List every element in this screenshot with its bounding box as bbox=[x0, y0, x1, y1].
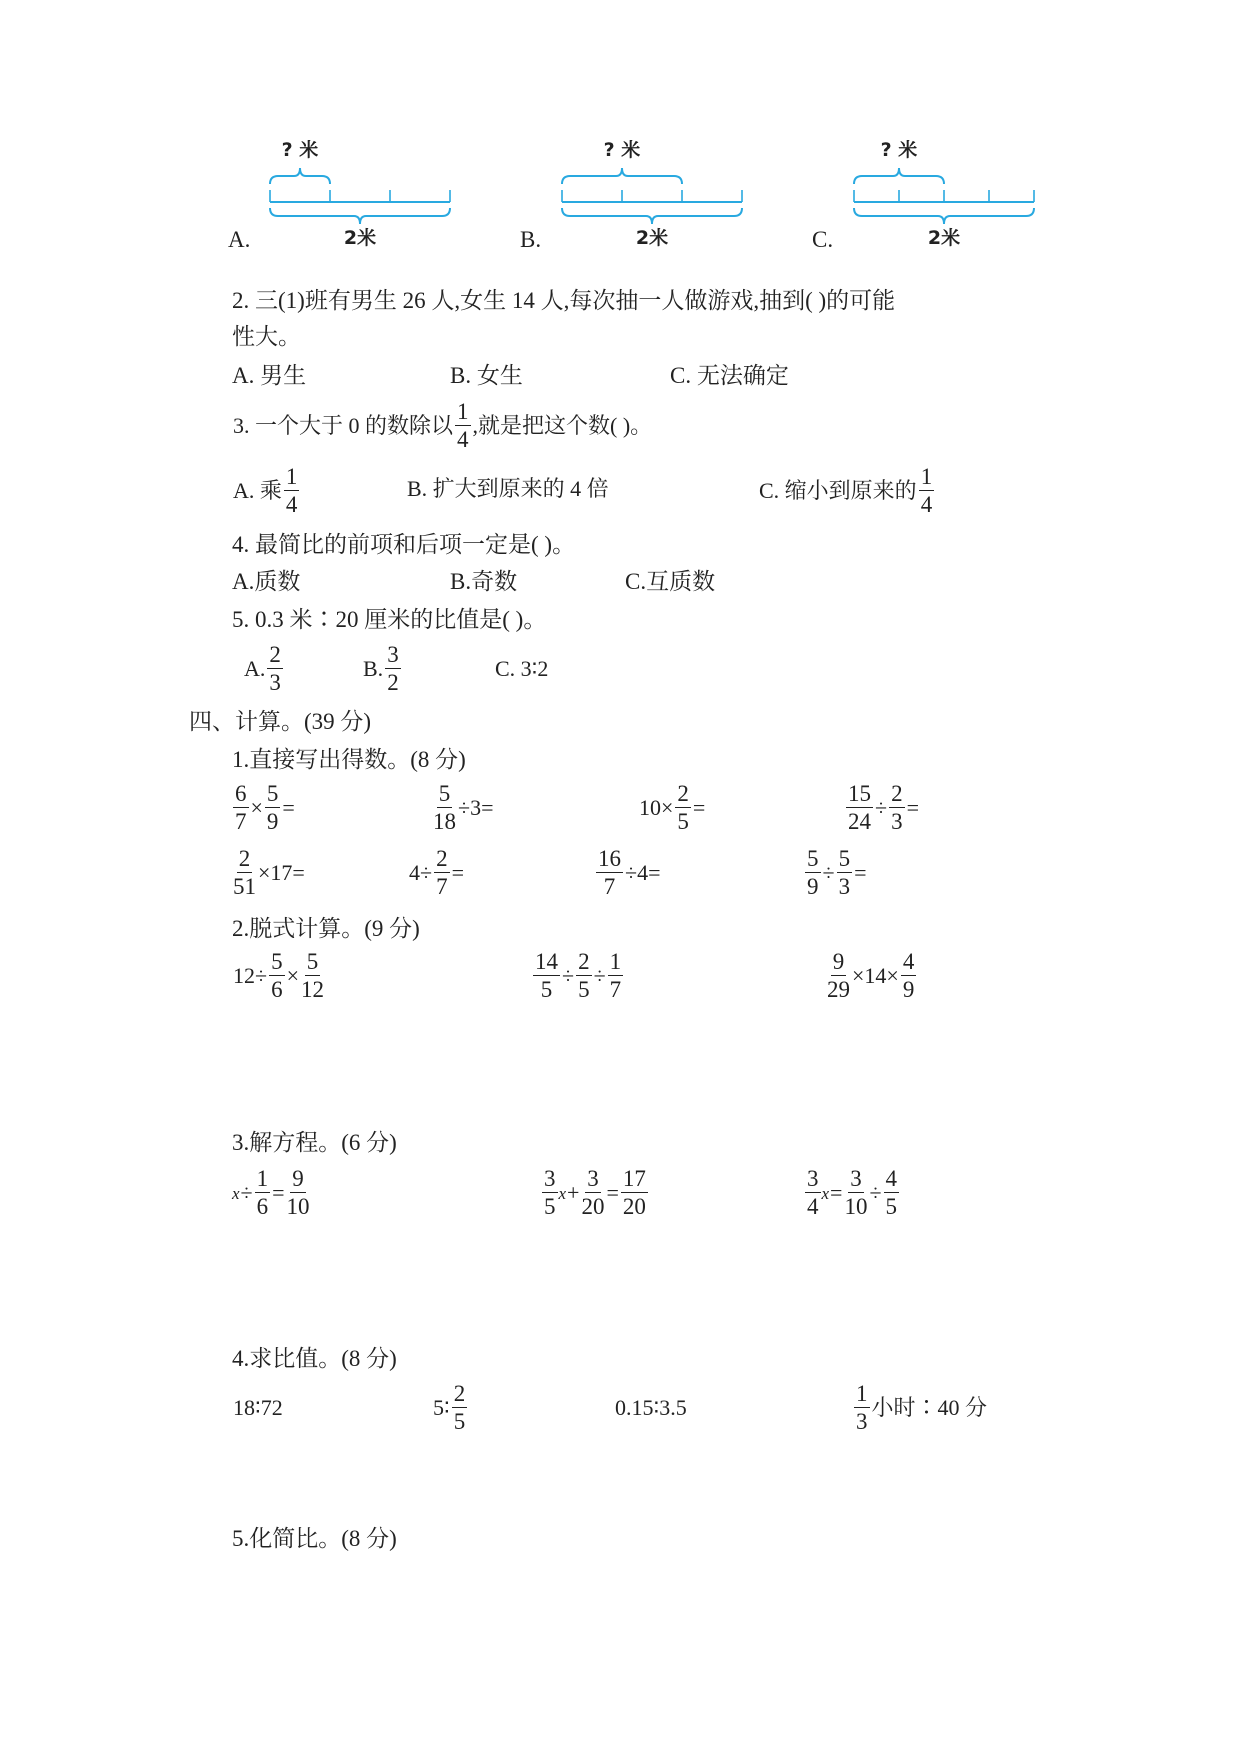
denominator: 5 bbox=[544, 1194, 556, 1220]
part1-title: 1.直接写出得数。(8 分) bbox=[232, 747, 466, 772]
expr-text: 5∶ bbox=[433, 1395, 450, 1421]
numerator: 5 bbox=[837, 847, 853, 873]
part2-title: 2.脱式计算。(9 分) bbox=[232, 916, 420, 941]
denominator: 7 bbox=[235, 809, 247, 835]
expr-text: = bbox=[282, 795, 295, 821]
numerator: 1 bbox=[455, 400, 471, 426]
expr-text: ×17= bbox=[258, 860, 305, 886]
line-segment-diagram bbox=[264, 140, 464, 252]
variable: x bbox=[821, 1183, 830, 1203]
total-length-label: 2米 bbox=[635, 227, 669, 249]
expr-text: ÷ bbox=[562, 963, 575, 989]
q2-stem-line1: 2. 三(1)班有男生 26 人,女生 14 人,每次抽一人做游戏,抽到( )的可能 bbox=[232, 288, 896, 313]
fraction bbox=[533, 950, 560, 1002]
fraction bbox=[581, 1167, 604, 1219]
expr-text: 4÷ bbox=[409, 860, 433, 886]
denominator: 5 bbox=[453, 1409, 466, 1435]
denominator: 4 bbox=[920, 492, 933, 518]
expr-text: = bbox=[606, 1180, 619, 1206]
fraction bbox=[805, 847, 821, 899]
denominator: 12 bbox=[301, 977, 324, 1003]
expr-text: B. bbox=[363, 656, 384, 682]
fraction bbox=[596, 847, 623, 899]
ratio-item bbox=[853, 1382, 988, 1434]
numerator: 2 bbox=[675, 782, 691, 808]
expr-text: = bbox=[451, 860, 464, 886]
bottom-brace bbox=[270, 208, 450, 224]
denominator: 4 bbox=[457, 427, 469, 453]
denominator: 9 bbox=[807, 874, 819, 900]
denominator: 5 bbox=[885, 1194, 898, 1220]
denominator: 20 bbox=[622, 1194, 646, 1220]
unknown-length-label: ? 米 bbox=[880, 140, 918, 161]
q2-option-c: C. 无法确定 bbox=[670, 363, 789, 388]
part4-title: 4.求比值。(8 分) bbox=[232, 1346, 397, 1371]
numerator: 4 bbox=[884, 1167, 900, 1193]
numerator: 2 bbox=[267, 643, 283, 669]
top-brace bbox=[562, 168, 682, 184]
expr-text: ÷ bbox=[822, 860, 835, 886]
fraction bbox=[284, 465, 300, 517]
fraction bbox=[608, 950, 624, 1002]
bottom-brace bbox=[562, 208, 742, 224]
denominator: 18 bbox=[433, 809, 456, 835]
calc-item bbox=[638, 782, 706, 834]
fraction bbox=[827, 950, 850, 1002]
denominator: 3 bbox=[891, 809, 903, 835]
fraction bbox=[267, 643, 283, 695]
fraction bbox=[844, 1167, 867, 1219]
fraction bbox=[455, 400, 471, 452]
total-length-label: 2米 bbox=[927, 227, 961, 249]
expr-text: = bbox=[692, 795, 706, 821]
denominator: 9 bbox=[902, 977, 915, 1003]
numerator: 9 bbox=[831, 950, 847, 976]
denominator: 4 bbox=[285, 492, 298, 518]
fraction bbox=[233, 847, 256, 899]
numerator: 5 bbox=[805, 847, 821, 873]
calc-item bbox=[432, 782, 494, 834]
part3-title: 3.解方程。(6 分) bbox=[232, 1130, 397, 1155]
denominator: 6 bbox=[256, 1194, 269, 1220]
q2-option-a: A. 男生 bbox=[232, 363, 307, 388]
fraction bbox=[233, 782, 249, 834]
expr-text: C. 缩小到原来的 bbox=[759, 478, 917, 504]
calc-item bbox=[232, 847, 306, 899]
unknown-length-label: ? 米 bbox=[603, 140, 641, 161]
q3-stem bbox=[232, 400, 653, 452]
q5-option-b bbox=[362, 643, 402, 695]
line-segment-diagram bbox=[556, 140, 756, 252]
stepwise-item bbox=[826, 950, 917, 1002]
denominator: 3 bbox=[269, 670, 281, 696]
denominator: 6 bbox=[271, 977, 283, 1003]
expr-text: × bbox=[250, 795, 263, 821]
equation-item bbox=[232, 1167, 311, 1219]
line-segment-diagram bbox=[848, 140, 1048, 252]
denominator: 20 bbox=[581, 1194, 605, 1220]
expr-text: ÷4= bbox=[625, 860, 661, 886]
q5-option-c bbox=[494, 658, 549, 680]
numerator: 6 bbox=[233, 782, 249, 808]
expr-text: 0.15∶3.5 bbox=[615, 1395, 687, 1420]
denominator: 5 bbox=[540, 977, 553, 1003]
denominator: 7 bbox=[603, 874, 616, 900]
expr-text: 12÷ bbox=[233, 963, 268, 989]
calc-item bbox=[804, 847, 868, 899]
denominator: 4 bbox=[807, 1194, 819, 1220]
q2-option-b: B. 女生 bbox=[450, 363, 523, 388]
numerator: 1 bbox=[919, 465, 935, 491]
unknown-length-label: ? 米 bbox=[281, 140, 319, 161]
expr-text: = bbox=[854, 860, 867, 886]
option-letter: C. bbox=[812, 227, 834, 252]
fraction bbox=[255, 1167, 271, 1219]
q3-option-c bbox=[758, 465, 935, 517]
equation-item bbox=[541, 1167, 649, 1219]
q2-stem-line2: 性大。 bbox=[232, 324, 301, 349]
expr-text: = bbox=[830, 1180, 843, 1206]
denominator: 5 bbox=[578, 977, 590, 1003]
denominator: 7 bbox=[609, 977, 622, 1003]
expr-text: A. bbox=[244, 656, 266, 682]
fraction bbox=[301, 950, 324, 1002]
ratio-item bbox=[432, 1382, 468, 1434]
part5-title: 5.化简比。(8 分) bbox=[232, 1526, 397, 1551]
expr-text: ÷ bbox=[240, 1180, 253, 1206]
numerator: 2 bbox=[237, 847, 253, 873]
denominator: 9 bbox=[266, 809, 279, 835]
fraction bbox=[837, 847, 853, 899]
fraction bbox=[434, 847, 450, 899]
numerator: 3 bbox=[385, 643, 401, 669]
expr-text: A. 乘 bbox=[233, 478, 282, 504]
expr-text: ,就是把这个数( )。 bbox=[472, 413, 653, 439]
numerator: 5 bbox=[269, 950, 285, 976]
numerator: 3 bbox=[848, 1167, 864, 1193]
q4-option-a: A.质数 bbox=[232, 569, 301, 594]
denominator: 5 bbox=[677, 809, 689, 835]
denominator: 29 bbox=[827, 977, 850, 1003]
numerator: 5 bbox=[437, 782, 453, 808]
calc-item bbox=[232, 782, 296, 834]
numerator: 3 bbox=[585, 1167, 601, 1193]
fraction bbox=[265, 782, 281, 834]
fraction bbox=[433, 782, 456, 834]
calc-item bbox=[595, 847, 661, 899]
fraction bbox=[542, 1167, 558, 1219]
denominator: 51 bbox=[233, 874, 256, 900]
calc-item bbox=[845, 782, 920, 834]
numerator: 5 bbox=[305, 950, 321, 976]
q4-option-b: B.奇数 bbox=[450, 569, 518, 594]
numerator: 1 bbox=[608, 950, 624, 976]
expr-text: ÷ bbox=[593, 963, 606, 989]
variable: x bbox=[558, 1183, 567, 1203]
numerator: 2 bbox=[576, 950, 592, 976]
numerator: 1 bbox=[854, 1382, 870, 1408]
denominator: 10 bbox=[844, 1194, 868, 1220]
denominator: 3 bbox=[856, 1409, 868, 1435]
denominator: 2 bbox=[387, 670, 399, 696]
stepwise-item bbox=[532, 950, 624, 1002]
numerator: 16 bbox=[596, 847, 623, 873]
variable: x bbox=[232, 1183, 240, 1203]
numerator: 2 bbox=[452, 1382, 468, 1408]
denominator: 24 bbox=[848, 809, 871, 835]
expr-text: ÷ bbox=[875, 795, 888, 821]
expr-text: = bbox=[272, 1180, 285, 1206]
denominator: 3 bbox=[838, 874, 851, 900]
bottom-brace bbox=[854, 208, 1034, 224]
fraction bbox=[269, 950, 285, 1002]
calc-item bbox=[408, 847, 465, 899]
expr-text: = bbox=[906, 795, 919, 821]
expr-text: ÷3= bbox=[458, 795, 494, 821]
numerator: 4 bbox=[901, 950, 917, 976]
fraction bbox=[675, 782, 691, 834]
numerator: 2 bbox=[889, 782, 905, 808]
expr-text: + bbox=[567, 1180, 580, 1206]
fraction bbox=[576, 950, 592, 1002]
option-letter: A. bbox=[228, 227, 251, 252]
stepwise-item bbox=[232, 950, 325, 1002]
expr-text: × bbox=[286, 963, 299, 989]
equation-item bbox=[804, 1167, 900, 1219]
q3-option-a bbox=[232, 465, 300, 517]
fraction bbox=[805, 1167, 821, 1219]
numerator: 15 bbox=[846, 782, 873, 808]
q5-option-a bbox=[243, 643, 284, 695]
fraction bbox=[901, 950, 917, 1002]
numerator: 1 bbox=[255, 1167, 271, 1193]
numerator: 9 bbox=[290, 1167, 306, 1193]
q4-option-c: C.互质数 bbox=[625, 569, 716, 594]
q4-stem: 4. 最简比的前项和后项一定是( )。 bbox=[232, 532, 576, 557]
numerator: 3 bbox=[542, 1167, 558, 1193]
numerator: 3 bbox=[805, 1167, 821, 1193]
expr-text: B. 扩大到原来的 4 倍 bbox=[407, 476, 609, 501]
fraction bbox=[385, 643, 401, 695]
numerator: 17 bbox=[621, 1167, 648, 1193]
top-brace bbox=[270, 168, 330, 184]
top-brace bbox=[854, 168, 944, 184]
numerator: 1 bbox=[284, 465, 300, 491]
expr-text: ÷ bbox=[869, 1180, 882, 1206]
fraction bbox=[452, 1382, 468, 1434]
fraction bbox=[287, 1167, 310, 1219]
fraction bbox=[846, 782, 873, 834]
denominator: 10 bbox=[286, 1194, 310, 1220]
total-length-label: 2米 bbox=[343, 227, 377, 249]
numerator: 14 bbox=[533, 950, 560, 976]
ratio-item bbox=[232, 1397, 284, 1419]
expr-text: 18∶72 bbox=[233, 1395, 283, 1420]
fraction bbox=[854, 1382, 870, 1434]
expr-text: 10× bbox=[639, 795, 674, 821]
fraction bbox=[919, 465, 935, 517]
section-title: 四、计算。(39 分) bbox=[189, 709, 372, 734]
ratio-item bbox=[614, 1397, 688, 1419]
q3-option-b bbox=[406, 478, 610, 500]
denominator: 7 bbox=[436, 874, 448, 900]
expr-text: C. 3∶2 bbox=[495, 656, 549, 681]
fraction bbox=[621, 1167, 648, 1219]
fraction bbox=[889, 782, 905, 834]
option-letter: B. bbox=[520, 227, 542, 252]
expr-text: ×14× bbox=[852, 963, 899, 989]
fraction bbox=[884, 1167, 900, 1219]
expr-text: 3. 一个大于 0 的数除以 bbox=[233, 413, 454, 439]
q5-stem: 5. 0.3 米∶20 厘米的比值是( )。 bbox=[232, 607, 547, 632]
expr-text: 小时∶40 分 bbox=[871, 1395, 988, 1421]
numerator: 2 bbox=[434, 847, 450, 873]
numerator: 5 bbox=[265, 782, 281, 808]
